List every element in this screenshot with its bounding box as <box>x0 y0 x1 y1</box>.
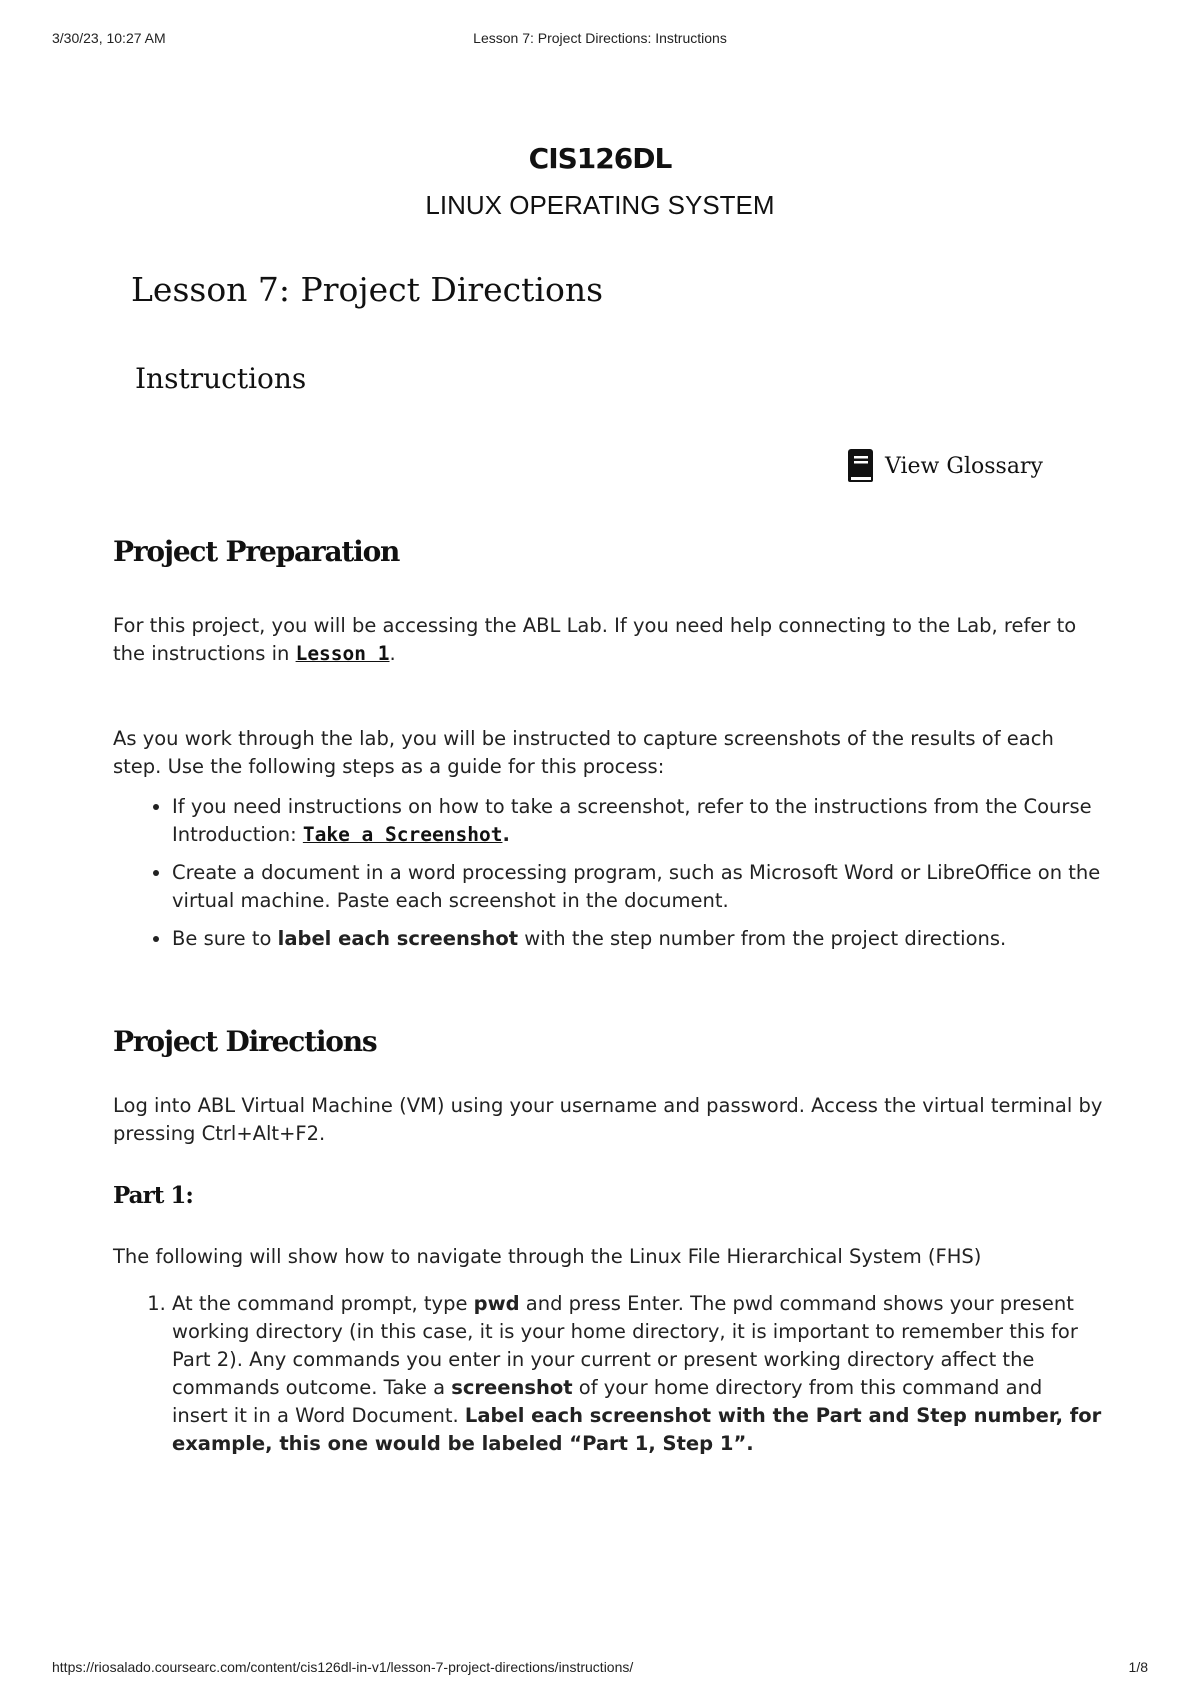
preparation-paragraph-2 <box>113 725 1103 781</box>
project-directions-section <box>113 1025 1103 1058</box>
list-item <box>172 793 1103 849</box>
directions-intro <box>113 1092 1103 1148</box>
take-a-screenshot-link[interactable]: Take a Screenshot <box>302 823 503 846</box>
list-item <box>172 925 1103 953</box>
list-item-text: Be sure to <box>172 927 278 950</box>
list-item-text: with the step number from the project directions. <box>518 927 1007 950</box>
screenshot-guidance-text: As you work through the lab, you will be instructed to capture screenshots of the results of each step. Use the following steps as a guide for this process: <box>113 727 1054 778</box>
directions-intro-text: Log into ABL Virtual Machine (VM) using your username and password. Access the virtual terminal by pressing Ctrl+Alt+F2. <box>113 1094 1103 1145</box>
part-1-intro <box>113 1243 1103 1271</box>
project-preparation-heading: Project Preparation <box>113 535 400 568</box>
emphasis-text: Label each screenshot with the Part and Step number, for example, this one would be labeled “Part 1, Step 1”. <box>172 1404 1102 1455</box>
course-code: CIS126DL <box>528 142 672 175</box>
para-text: . <box>389 642 396 665</box>
preparation-bullet-list <box>113 793 1103 963</box>
part-1-heading: Part 1: <box>113 1182 193 1209</box>
emphasis-text: screenshot <box>451 1376 573 1399</box>
step-text: At the command prompt, type <box>172 1292 474 1315</box>
section-title: Instructions <box>135 362 307 395</box>
list-item: • Create a document in a word processing program, such as Microsoft Word or LibreOffice on the virtual machine. Paste each screenshot in the document. <box>172 859 1103 915</box>
print-page-number: 1/8 <box>1128 1659 1148 1675</box>
step-item <box>172 1290 1103 1458</box>
preparation-paragraph-1 <box>113 612 1103 668</box>
lesson-title: Lesson 7: Project Directions <box>131 270 604 309</box>
print-page-title: Lesson 7: Project Directions: Instructions <box>473 30 727 46</box>
view-glossary-link[interactable] <box>847 448 1043 484</box>
list-item-text: If you need instructions on how to take a screenshot, refer to the instructions from the Course Introduction: <box>172 795 1092 846</box>
project-preparation-section <box>113 535 1103 568</box>
command-text: pwd <box>473 1292 520 1315</box>
book-icon <box>847 448 875 484</box>
print-header <box>52 30 1148 50</box>
project-directions-heading: Project Directions <box>113 1025 377 1058</box>
step-text: of your home directory from this command and insert it in a Word Document. <box>172 1376 1043 1427</box>
part-1-section <box>113 1182 1103 1210</box>
para-text: For this project, you will be accessing the ABL Lab. If you need help connecting to the Lab, refer to the instructions in <box>113 614 1077 665</box>
part-1-intro-text: The following will show how to navigate through the Linux File Hierarchical System (FHS) <box>113 1245 982 1268</box>
part-1-steps <box>113 1290 1103 1458</box>
print-url: https://riosalado.coursearc.com/content/cis126dl-in-v1/lesson-7-project-directions/instructions/ <box>52 1659 634 1675</box>
view-glossary-label: View Glossary <box>885 453 1043 479</box>
list-item-text: . <box>502 823 510 846</box>
course-name: LINUX OPERATING SYSTEM <box>425 190 775 220</box>
print-footer <box>52 1659 1148 1679</box>
lesson-1-link[interactable]: Lesson 1 <box>295 642 390 665</box>
step-text: and press Enter. The pwd command shows your present working directory (in this case, it is your home directory, it is important to remember this for Part 2). Any commands you enter in your current or present working directory affect the commands outcome. Take a <box>172 1292 1078 1399</box>
print-datetime: 3/30/23, 10:27 AM <box>52 30 166 46</box>
emphasis-text: label each screenshot <box>277 927 519 950</box>
